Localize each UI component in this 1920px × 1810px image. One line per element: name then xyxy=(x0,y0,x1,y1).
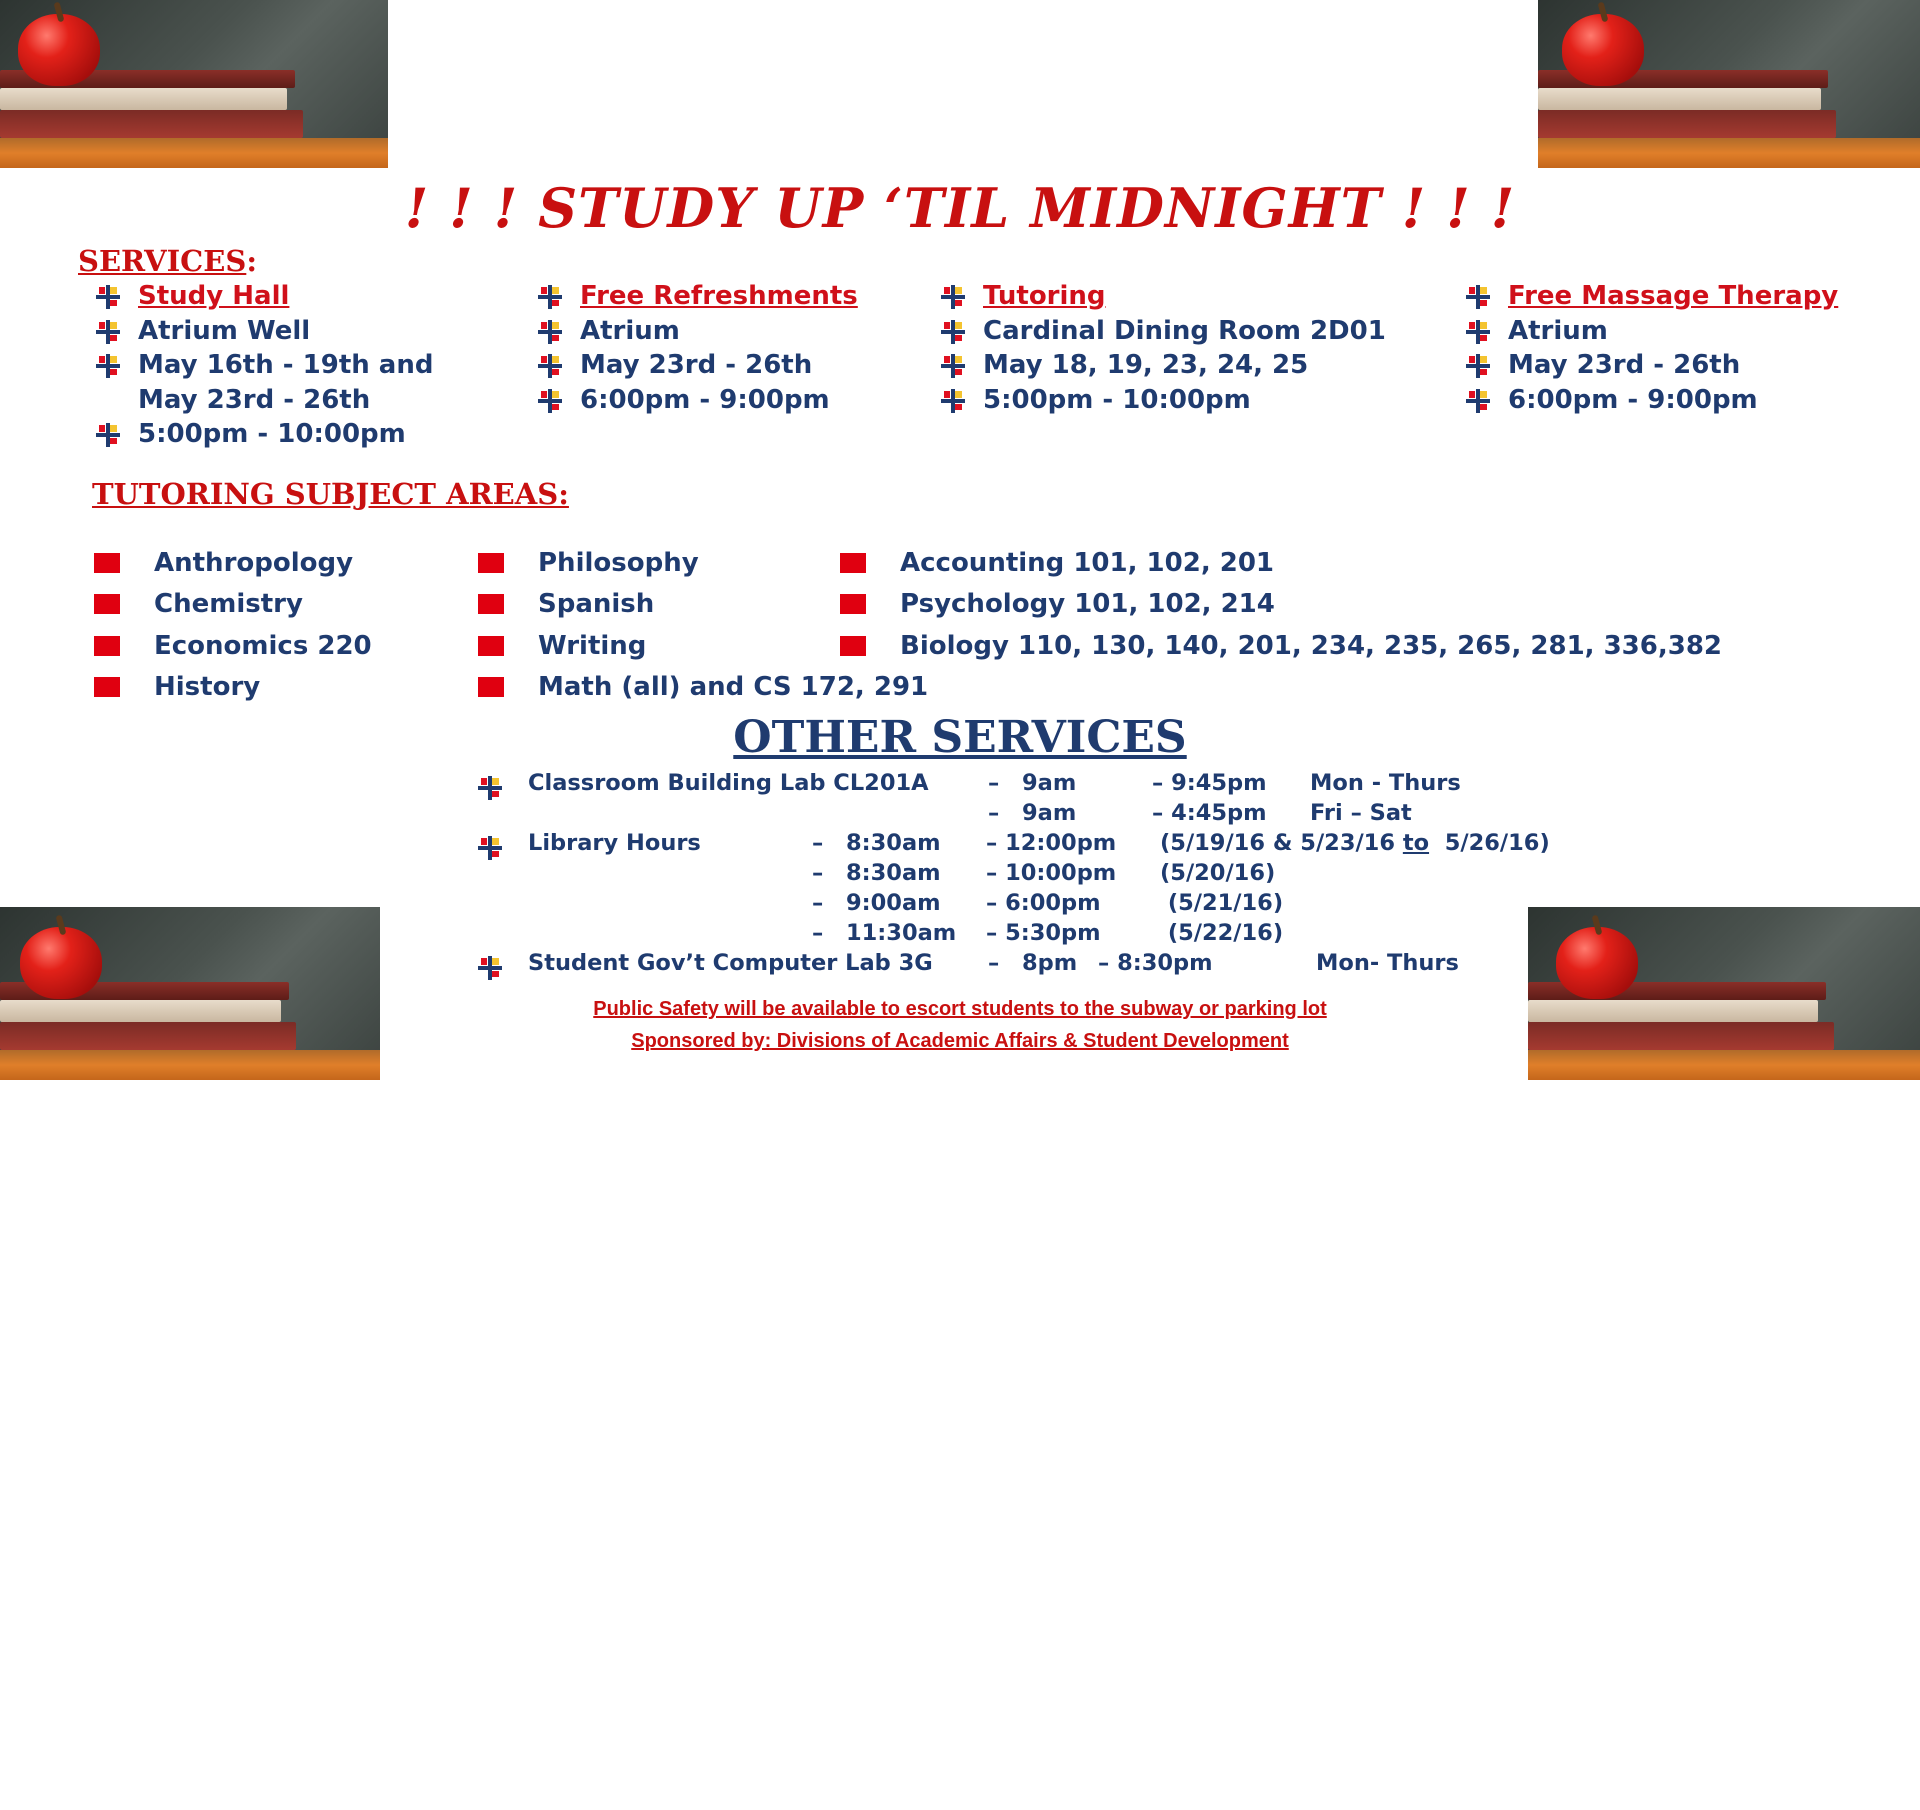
cross-bullet-icon xyxy=(1462,350,1508,380)
subjects-column-1 xyxy=(94,542,372,708)
lab-start-time: 9am xyxy=(1022,800,1077,826)
cross-bullet-icon xyxy=(474,772,514,802)
service-column-refreshments xyxy=(534,281,858,419)
service-dates: May 16th - 19th and xyxy=(138,350,434,380)
service-hours: 5:00pm - 10:00pm xyxy=(983,384,1251,415)
dash: – xyxy=(812,920,824,946)
other-services-heading: OTHER SERVICES xyxy=(733,712,1187,763)
service-location: Cardinal Dining Room 2D01 xyxy=(983,315,1386,346)
page-title: ! ! ! STUDY UP ‘TIL MIDNIGHT ! ! ! xyxy=(404,176,1516,240)
red-square-icon xyxy=(478,636,504,656)
cross-bullet-icon xyxy=(1462,316,1508,346)
service-column-tutoring xyxy=(937,281,1386,419)
red-square-icon xyxy=(840,553,866,573)
library-start-time: 9:00am xyxy=(846,890,941,916)
dash: – xyxy=(988,950,1000,976)
footer-safety: Public Safety will be available to escort students to the subway or parking lot xyxy=(593,998,1327,1020)
cross-bullet-icon xyxy=(937,385,983,415)
subject-item: Biology 110, 130, 140, 201, 234, 235, 265, 281, 336,382 xyxy=(900,630,1723,661)
service-dates: May 23rd - 26th xyxy=(580,350,813,380)
red-square-icon xyxy=(94,677,120,697)
service-hours: 5:00pm - 10:00pm xyxy=(138,419,406,449)
service-column-massage xyxy=(1462,281,1838,419)
subject-item: Economics 220 xyxy=(154,630,372,661)
red-square-icon xyxy=(840,594,866,614)
cross-bullet-icon xyxy=(474,832,514,862)
subject-item: Accounting 101, 102, 201 xyxy=(900,547,1275,578)
service-hours: 6:00pm - 9:00pm xyxy=(1508,384,1758,415)
service-hours: 6:00pm - 9:00pm xyxy=(580,384,830,415)
subject-item: Math (all) and CS 172, 291 xyxy=(538,672,929,703)
cross-bullet-icon xyxy=(937,350,983,380)
library-end-time: – 12:00pm xyxy=(986,830,1117,856)
lab-end-time: – 9:45pm xyxy=(1152,770,1267,796)
cross-bullet-icon xyxy=(92,419,138,449)
service-location: Atrium xyxy=(580,315,680,346)
other-services-block xyxy=(0,770,1920,980)
services-heading: SERVICES: xyxy=(78,244,258,278)
cross-bullet-icon xyxy=(534,316,580,346)
dash: – xyxy=(988,800,1000,826)
cross-bullet-icon xyxy=(92,281,138,311)
tutoring-subjects-heading: TUTORING SUBJECT AREAS: xyxy=(92,477,569,511)
library-end-time: – 5:30pm xyxy=(986,920,1101,946)
library-name: Library Hours xyxy=(528,830,701,856)
cross-bullet-icon xyxy=(474,952,514,982)
service-column-study-hall xyxy=(92,281,433,454)
library-start-time: 11:30am xyxy=(846,920,957,946)
sg-lab-name: Student Gov’t Computer Lab 3G xyxy=(528,950,933,976)
subject-item: History xyxy=(154,672,261,703)
lab-days: Mon - Thurs xyxy=(1310,770,1461,796)
dash: – xyxy=(812,890,824,916)
lab-start-time: 9am xyxy=(1022,770,1077,796)
red-square-icon xyxy=(478,594,504,614)
red-square-icon xyxy=(94,594,120,614)
sg-end-time: – 8:30pm xyxy=(1098,950,1213,976)
service-title[interactable]: Tutoring xyxy=(983,281,1106,311)
library-start-time: 8:30am xyxy=(846,860,941,886)
subject-item: Chemistry xyxy=(154,589,303,620)
footer-sponsor: Sponsored by: Divisions of Academic Affairs & Student Development xyxy=(631,1030,1289,1052)
subjects-column-3 xyxy=(840,542,1722,667)
library-note: (5/20/16) xyxy=(1160,860,1276,886)
cross-bullet-icon xyxy=(1462,281,1508,311)
subject-item: Philosophy xyxy=(538,547,699,578)
red-square-icon xyxy=(840,636,866,656)
subject-item: Writing xyxy=(538,630,647,661)
lab-end-time: – 4:45pm xyxy=(1152,800,1267,826)
subject-item: Spanish xyxy=(538,589,655,620)
subject-item: Psychology 101, 102, 214 xyxy=(900,589,1275,620)
service-title[interactable]: Free Refreshments xyxy=(580,281,858,311)
library-note: (5/22/16) xyxy=(1160,920,1284,946)
cross-bullet-icon xyxy=(534,350,580,380)
red-square-icon xyxy=(478,553,504,573)
library-note: (5/21/16) xyxy=(1160,890,1284,916)
service-location: Atrium xyxy=(1508,315,1608,346)
sg-days: Mon- Thurs xyxy=(1316,950,1459,976)
cross-bullet-icon xyxy=(1462,385,1508,415)
service-dates-cont: May 23rd - 26th xyxy=(138,384,371,415)
cross-bullet-icon xyxy=(937,281,983,311)
lab-days: Fri – Sat xyxy=(1310,800,1412,826)
library-end-time: – 10:00pm xyxy=(986,860,1117,886)
cross-bullet-icon xyxy=(534,385,580,415)
red-square-icon xyxy=(478,677,504,697)
apple-books-image-top-left xyxy=(0,0,388,168)
dash: – xyxy=(812,860,824,886)
sg-start-time: 8pm xyxy=(1022,950,1078,976)
service-dates: May 18, 19, 23, 24, 25 xyxy=(983,350,1309,380)
library-note: (5/19/16 & 5/23/16 to 5/26/16) xyxy=(1160,830,1550,856)
red-square-icon xyxy=(94,553,120,573)
library-start-time: 8:30am xyxy=(846,830,941,856)
service-dates: May 23rd - 26th xyxy=(1508,350,1741,380)
service-location: Atrium Well xyxy=(138,315,311,346)
lab-name: Classroom Building Lab CL201A xyxy=(528,770,929,796)
red-square-icon xyxy=(94,636,120,656)
cross-bullet-icon xyxy=(92,316,138,346)
library-end-time: – 6:00pm xyxy=(986,890,1101,916)
service-title[interactable]: Free Massage Therapy xyxy=(1508,281,1839,311)
dash: – xyxy=(988,770,1000,796)
cross-bullet-icon xyxy=(92,350,138,380)
subject-item: Anthropology xyxy=(154,547,354,578)
cross-bullet-icon xyxy=(534,281,580,311)
apple-books-image-top-right xyxy=(1538,0,1920,168)
service-title[interactable]: Study Hall xyxy=(138,281,290,311)
cross-bullet-icon xyxy=(937,316,983,346)
dash: – xyxy=(812,830,824,856)
